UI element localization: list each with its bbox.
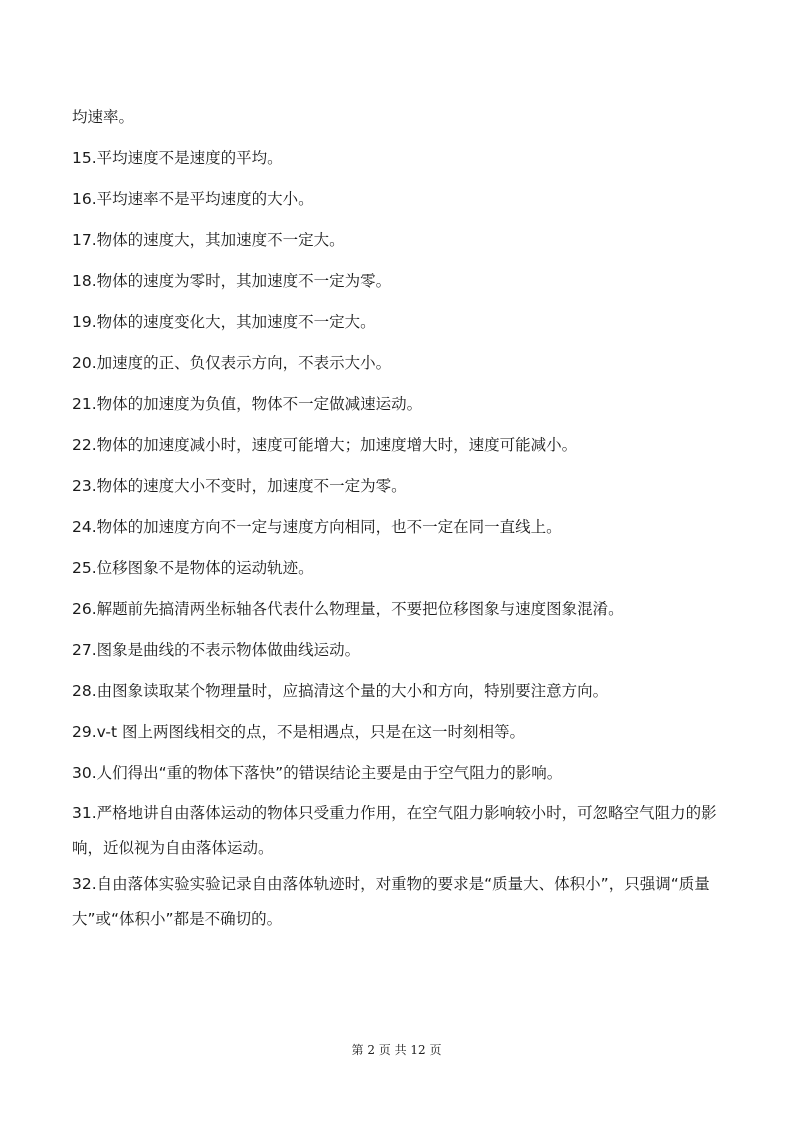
list-item-22: 22.物体的加速度减小时，速度可能增大；加速度增大时，速度可能减小。: [72, 436, 578, 454]
list-item-23: 23.物体的速度大小不变时，加速度不一定为零。: [72, 477, 407, 495]
list-item-21: 21.物体的加速度为负值，物体不一定做减速运动。: [72, 395, 423, 413]
list-item-25: 25.位移图象不是物体的运动轨迹。: [72, 559, 314, 577]
list-item-31: 31.严格地讲自由落体运动的物体只受重力作用，在空气阻力影响较小时，可忽略空气阻力的影响，近似视为自由落体运动。: [72, 804, 717, 857]
list-item-17: 17.物体的速度大，其加速度不一定大。: [72, 231, 345, 249]
list-item-18: 18.物体的速度为零时，其加速度不一定为零。: [72, 272, 392, 290]
document-body: [72, 103, 732, 942]
list-item-27: 27.图象是曲线的不表示物体做曲线运动。: [72, 641, 361, 659]
list-item-26: 26.解题前先搞清两坐标轴各代表什么物理量，不要把位移图象与速度图象混淆。: [72, 600, 624, 618]
list-item-19: 19.物体的速度变化大，其加速度不一定大。: [72, 313, 376, 331]
list-item-29: 29.v-t 图上两图线相交的点，不是相遇点，只是在这一时刻相等。: [72, 723, 526, 741]
list-item-30: 30.人们得出“重的物体下落快”的错误结论主要是由于空气阻力的影响。: [72, 764, 563, 782]
list-item-24: 24.物体的加速度方向不一定与速度方向相同，也不一定在同一直线上。: [72, 518, 562, 536]
list-item-20: 20.加速度的正、负仅表示方向，不表示大小。: [72, 354, 392, 372]
list-item-28: 28.由图象读取某个物理量时，应搞清这个量的大小和方向，特别要注意方向。: [72, 682, 609, 700]
list-item-15: 15.平均速度不是速度的平均。: [72, 149, 283, 167]
paragraph-continuation: 均速率。: [72, 108, 135, 126]
list-item-16: 16.平均速率不是平均速度的大小。: [72, 190, 314, 208]
list-item-32: 32.自由落体实验实验记录自由落体轨迹时，对重物的要求是“质量大、体积小”，只强调“质量大”或“体积小”都是不确切的。: [72, 875, 710, 928]
page-number-footer: 第 2 页 共 12 页: [351, 1043, 442, 1057]
